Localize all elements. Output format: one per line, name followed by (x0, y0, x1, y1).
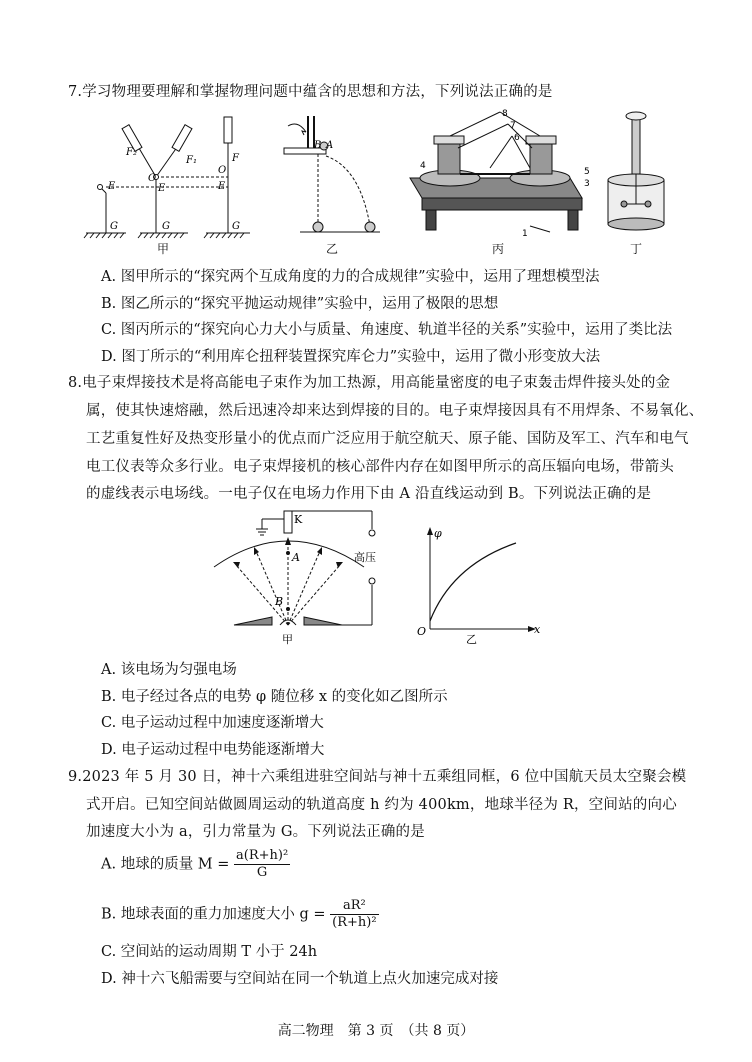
caption-jia: 甲 (157, 242, 170, 256)
q8-stem-line-4: 电工仪表等众多行业。电子束焊接机的核心部件内存在如图甲所示的高压辐向电场，带箭头 (86, 459, 674, 475)
label-6: 6 (514, 133, 520, 143)
label-g1: G (110, 221, 118, 232)
label-3: 3 (584, 179, 590, 189)
q7-figure-ding (600, 108, 672, 238)
q7-figure-jia (78, 115, 258, 245)
label-g2: G (162, 221, 170, 232)
label-f2: F₂ (126, 147, 137, 158)
label-phi: φ (434, 527, 442, 540)
q9-option-b (101, 898, 379, 931)
label-a: A (326, 140, 334, 151)
q9-option-a-denominator: G (256, 865, 268, 880)
label-7: 7 (510, 121, 516, 131)
label-o2: O (218, 165, 227, 176)
q8-option-c: C. 电子运动过程中加速度逐渐增大 (101, 715, 324, 731)
caption-yi: 乙 (326, 242, 339, 256)
label-e3: E (218, 181, 226, 192)
q7-option-b: B. 图乙所示的“探究平抛运动规律”实验中，运用了极限的思想 (101, 296, 499, 312)
q7-stem: 7.学习物理要理解和掌握物理问题中蕴含的思想和方法，下列说法正确的是 (68, 84, 553, 100)
q9-option-b-fraction (330, 898, 378, 931)
label-b: B (275, 595, 284, 608)
q8-stem-line-5: 的虚线表示电场线。一电子仅在电场力作用下由 A 沿直线运动到 B。下列说法正确的是 (86, 486, 652, 502)
q9-option-b-numerator: aR² (330, 898, 378, 915)
label-origin: O (417, 625, 427, 638)
q8-option-a: A. 该电场为匀强电场 (101, 662, 237, 678)
caption-yi: 乙 (466, 633, 477, 645)
q8-stem-line-2: 属，使其快速熔融，然后迅速冷却来达到焊接的目的。电子束焊接因具有不用焊条、不易氧化、 (86, 403, 704, 419)
label-k: K (294, 513, 303, 526)
q8-option-b: B. 电子经过各点的电势 φ 随位移 x 的变化如乙图所示 (101, 689, 448, 705)
q8-option-d: D. 电子运动过程中电势能逐渐增大 (101, 742, 325, 758)
label-e2: E (158, 183, 166, 194)
q9-stem-line-2: 式开启。已知空间站做圆周运动的轨道高度 h 约为 400km，地球半径为 R，空间站的向心 (86, 797, 677, 813)
q9-option-d: D. 神十六飞船需要与空间站在同一个轨道上点火加速完成对接 (101, 971, 499, 987)
q8-figure-jia (212, 505, 392, 647)
label-5: 5 (584, 167, 590, 177)
q9-option-a-fraction (234, 848, 290, 881)
label-4: 4 (420, 161, 426, 171)
q9-option-c: C. 空间站的运动周期 T 小于 24h (101, 944, 318, 960)
q7-figure-yi (280, 108, 380, 240)
q7-option-c: C. 图丙所示的“探究向心力大小与质量、角速度、轨道半径的关系”实验中，运用了类比法 (101, 322, 673, 338)
label-g3: G (232, 221, 240, 232)
label-f: F (232, 153, 239, 164)
phi-x-curve (430, 543, 516, 621)
q8-stem-line-3: 工艺重复性好及热变形量小的优点而广泛应用于航空航天、原子能、国防及军工、汽车和电气 (86, 431, 689, 447)
q9-option-b-prefix: B. 地球表面的重力加速度大小 g = (101, 906, 326, 923)
q7-option-a: A. 图甲所示的“探究两个互成角度的力的合成规律”实验中，运用了理想模型法 (101, 269, 600, 285)
q8-stem-line-1: 8.电子束焊接技术是将高能电子束作为加工热源，用高能量密度的电子束轰击焊件接头处的金 (68, 375, 671, 391)
caption-bing: 丙 (492, 242, 505, 256)
q9-option-a-prefix: A. 地球的质量 M = (101, 856, 230, 873)
q9-option-a (101, 848, 290, 881)
q9-stem-line-1: 9.2023 年 5 月 30 日，神十六乘组进驻空间站与神十五乘组同框，6 位中国航天员太空聚会模 (68, 769, 687, 785)
caption-ding: 丁 (630, 242, 643, 256)
q9-option-a-numerator: a(R+h)² (236, 848, 289, 863)
label-b: B (314, 140, 322, 151)
q7-option-d: D. 图丁所示的“利用库仑扭秤装置探究库仑力”实验中，运用了微小形变放大法 (101, 349, 601, 365)
label-8: 8 (502, 109, 508, 119)
label-high-voltage: 高压 (354, 551, 376, 564)
q8-figure-yi (412, 525, 547, 645)
label-a: A (292, 551, 300, 564)
label-e1: E (108, 181, 116, 192)
label-x: x (534, 623, 541, 636)
label-f1: F₁ (186, 155, 197, 166)
page-footer: 高二物理 第 3 页 （共 8 页） (277, 1023, 475, 1039)
q7-figure-bing (400, 108, 590, 243)
q9-stem-line-3: 加速度大小为 a，引力常量为 G。下列说法正确的是 (86, 824, 425, 840)
label-1: 1 (522, 229, 528, 239)
q9-option-b-denominator: (R+h)² (332, 915, 377, 930)
label-o1: O (148, 173, 157, 184)
caption-jia: 甲 (282, 633, 293, 646)
